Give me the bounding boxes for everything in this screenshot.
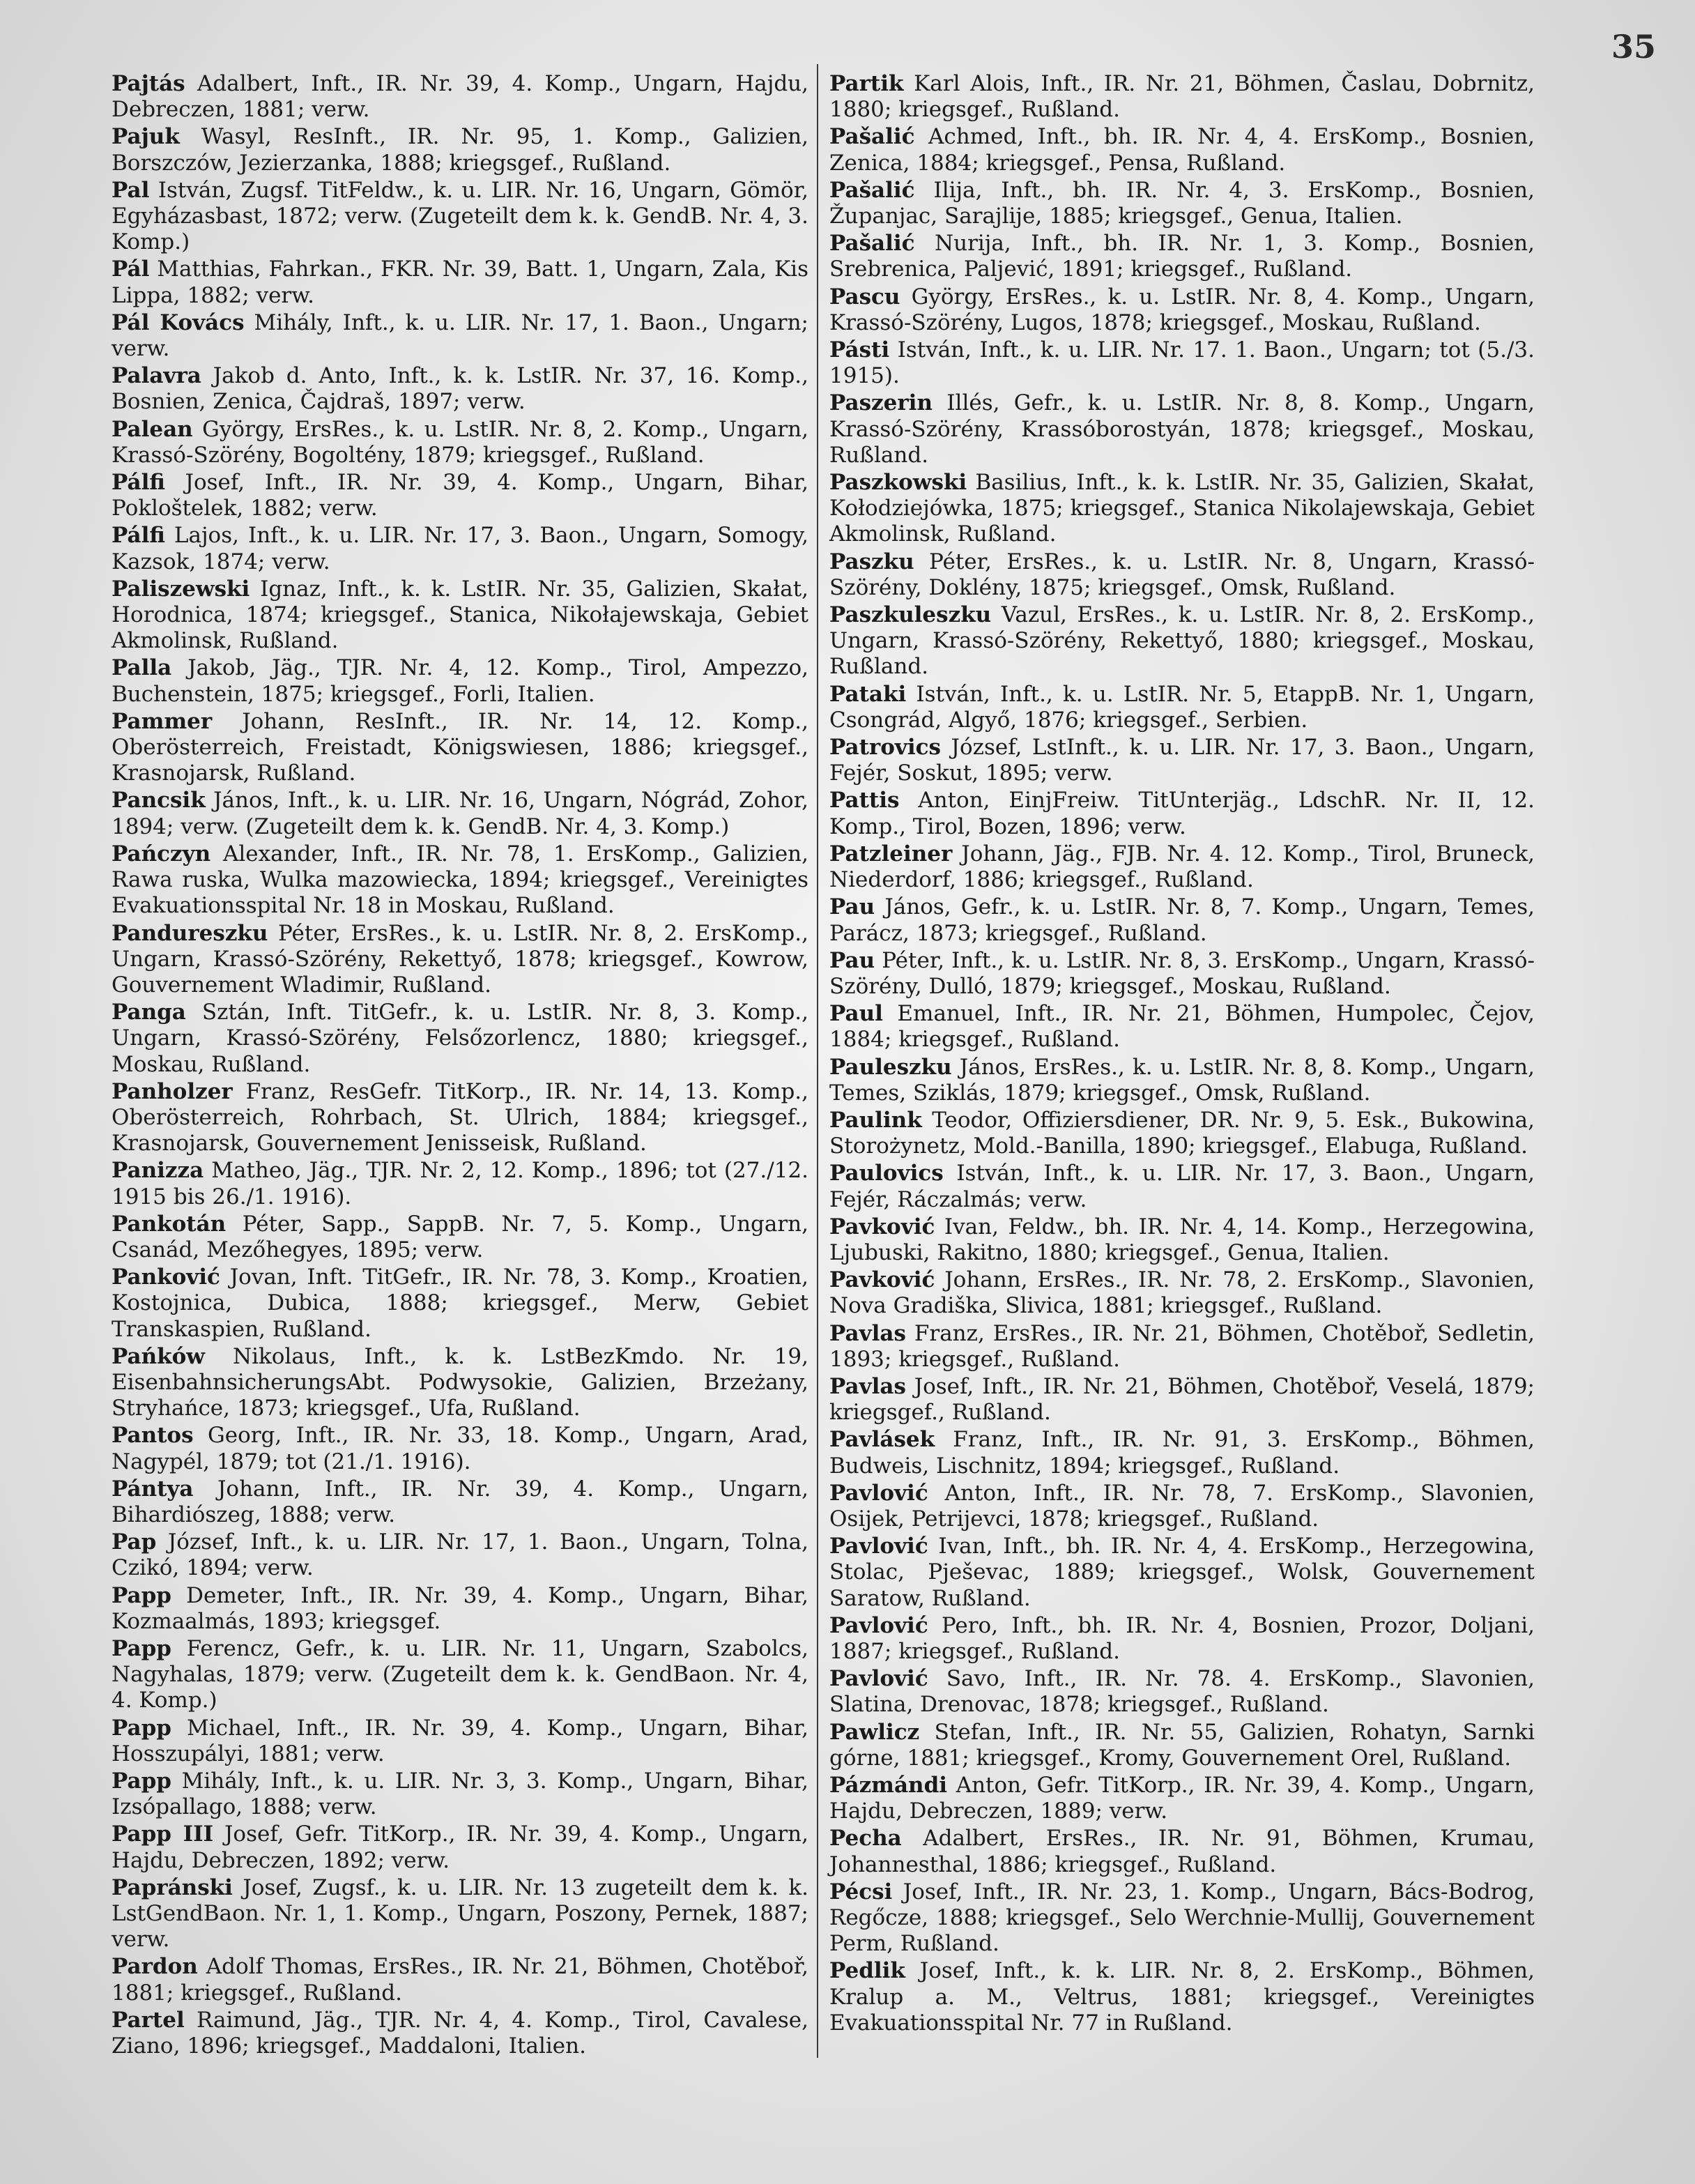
register-entry [112,921,808,999]
register-entry [112,1583,808,1635]
register-entry [829,1773,1535,1824]
register-entry [829,1427,1535,1479]
register-entry [112,71,808,123]
register-entry [829,390,1535,468]
register-entry [829,948,1535,1000]
entry-details: Anton, EinjFreiw. TitUnterjäg., LdschR. Nr. II, 12. Komp., Tirol, Bozen, 1896; verw. [829,788,1535,839]
register-entry [112,363,808,415]
register-entry [829,1161,1535,1212]
entry-surname: Papp III [112,1822,214,1847]
register-entry [112,124,808,176]
entry-details: Jakob d. Anto, Inft., k. k. LstIR. Nr. 37, 16. Komp., Bosnien, Zenica, Čajdraš, 1897; verw. [112,363,809,415]
entry-details: Nikolaus, Inft., k. k. LstBezKmdo. Nr. 19, EisenbahnsicherungsAbt. Podwysokie, Galizien, Brzeżany, Stryhańce, 1873; kriegsgef., Ufa, Rußland. [112,1343,808,1421]
entry-details: Franz, ErsRes., IR. Nr. 21, Böhmen, Chotěboř, Sedletin, 1893; kriegsgef., Rußland. [829,1320,1535,1372]
entry-surname: Pap [112,1529,157,1555]
entry-details: Josef, Inft., IR. Nr. 21, Böhmen, Chotěboř, Veselá, 1879; kriegsgef., Rußland. [829,1373,1535,1426]
entry-surname: Paulovics [829,1161,944,1186]
entry-details: Nurija, Inft., bh. IR. Nr. 1, 3. Komp., Bosnien, Srebrenica, Paljević, 1891; kriegsgef., Rußland. [829,231,1535,282]
register-entry [112,1423,808,1474]
page-number: 35 [1611,28,1656,66]
entry-details: Savo, Inft., IR. Nr. 78. 4. ErsKomp., Slavonien, Slatina, Drenovac, 1878; kriegsgef., Rußland. [829,1666,1535,1718]
entry-details: Raimund, Jäg., TJR. Nr. 4, 4. Komp., Tirol, Cavalese, Ziano, 1896; kriegsgef., Maddaloni, Italien. [112,2007,808,2059]
entry-surname: Pálfi [112,523,165,549]
register-entry [112,1954,808,2006]
entry-details: Ignaz, Inft., k. k. LstIR. Nr. 35, Galizien, Skałat, Horodnica, 1874; kriegsgef., Stanica, Nikołajewskaja, Gebiet Akmolinsk, Rußland. [112,576,809,654]
register-entry [112,1769,808,1820]
register-entry [112,1212,808,1263]
entry-details: Péter, ErsRes., k. u. LstIR. Nr. 8, 2. ErsKomp., Ungarn, Krassó-Szörény, Rekettyő, 1878; kriegsgef., Kowrow, Gouvernement Wladimir, Rußland. [112,920,808,998]
entry-details: Ilija, Inft., bh. IR. Nr. 4, 3. ErsKomp., Bosnien, Županjac, Sarajlije, 1885; kriegsgef., Genua, Italien. [829,177,1535,229]
entry-details: Josef, Zugsf., k. u. LIR. Nr. 13 zugeteilt dem k. k. LstGendBaon. Nr. 1, 1. Komp., Ungarn, Poszony, Pernek, 1887; verw. [112,1874,808,1953]
entry-surname: Pavlásek [829,1427,935,1453]
entry-details: Illés, Gefr., k. u. LstIR. Nr. 8, 8. Komp., Ungarn, Krassó-Szörény, Krassóborostyán, 1878; kriegsgef., Moskau, Rußland. [829,390,1535,468]
entry-details: Péter, Sapp., SappB. Nr. 7, 5. Komp., Ungarn, Csanád, Mezőhegyes, 1895; verw. [112,1211,808,1262]
register-entry [829,1826,1535,1877]
entry-surname: Papp [112,1715,171,1741]
entry-surname: Pammer [112,708,213,734]
register-entry [829,284,1535,336]
register-entry [829,470,1535,548]
entry-details: Ferencz, Gefr., k. u. LIR. Nr. 11, Ungarn, Szabolcs, Nagyhalas, 1879; verw. (Zugeteilt dem k. k. GendBaon. Nr. 4, 4. Komp.) [112,1635,808,1713]
entry-details: Anton, Inft., IR. Nr. 78, 7. ErsKomp., Slavonien, Osijek, Petrijevci, 1878; kriegsgef., Rußland. [829,1480,1535,1532]
entry-surname: Paszkuleszku [829,602,992,628]
register-entry [112,1476,808,1528]
entry-details: Achmed, Inft., bh. IR. Nr. 4, 4. ErsKomp., Bosnien, Zenica, 1884; kriegsgef., Pensa, Rußland. [829,124,1535,176]
entry-details: János, ErsRes., k. u. LstIR. Nr. 8, 8. Komp., Ungarn, Temes, Sziklás, 1879; kriegsgef., Omsk, Rußland. [829,1054,1535,1106]
register-entry [112,1079,808,1157]
entry-details: Georg, Inft., IR. Nr. 33, 18. Komp., Ungarn, Arad, Nagypél, 1879; tot (21./1. 1916). [112,1423,808,1474]
entry-details: Lajos, Inft., k. u. LIR. Nr. 17, 3. Baon., Ungarn, Somogy, Kazsok, 1874; verw. [112,523,808,574]
entry-details: Josef, Inft., k. k. LIR. Nr. 8, 2. ErsKomp., Böhmen, Kralup a. M., Veltrus, 1881; kriegsgef., Vereinigtes Evakuationsspital Nr. 77 in Rußland. [829,1958,1535,2036]
register-entry [829,1481,1535,1532]
entry-surname: Papp [112,1769,171,1794]
entry-surname: Pau [829,947,875,973]
register-entry [112,1344,808,1422]
register-entry [829,1108,1535,1159]
entry-surname: Palla [112,655,172,681]
entry-details: Mihály, Inft., k. u. LIR. Nr. 17, 1. Baon., Ungarn; verw. [112,310,808,362]
register-entry [829,549,1535,601]
entry-surname: Paul [829,1001,883,1027]
entry-surname: Pašalić [829,231,915,257]
entry-details: Basilius, Inft., k. k. LstIR. Nr. 35, Galizien, Skałat, Kołodziejówka, 1875; kriegsgef., Stanica Nikolajewskaja, Gebiet Akmolinsk, Rußland. [829,470,1535,547]
entry-details: Josef, Inft., IR. Nr. 23, 1. Komp., Ungarn, Bács-Bodrog, Regőcze, 1888; kriegsgef., Selo Werchnie-Mullij, Gouvernement Perm, Rußland. [829,1879,1535,1957]
register-entry [112,841,808,919]
entry-surname: Pašalić [829,124,915,150]
entry-surname: Papp [112,1582,171,1608]
entry-surname: Pavlović [829,1666,928,1692]
entry-details: Franz, ResGefr. TitKorp., IR. Nr. 14, 13. Komp., Oberösterreich, Rohrbach, St. Ulrich, 1884; kriegsgef., Krasnojarsk, Gouvernement Jenisseisk, Rußland. [112,1078,809,1156]
entry-details: Jovan, Inft. TitGefr., IR. Nr. 78, 3. Komp., Kroatien, Kostojnica, Dubica, 1888; kriegsgef., Merw, Gebiet Transkaspien, Rußland. [112,1265,809,1342]
entry-surname: Pal [112,177,150,203]
entry-details: Michael, Inft., IR. Nr. 39, 4. Komp., Ungarn, Bihar, Hosszupályi, 1881; verw. [112,1715,808,1766]
register-entry [829,1879,1535,1957]
entry-surname: Pavlović [829,1534,928,1559]
register-entry [112,178,808,256]
entry-details: Johann, Jäg., FJB. Nr. 4. 12. Komp., Tirol, Bruneck, Niederdorf, 1886; kriegsgef., Rußland. [829,841,1535,893]
entry-surname: Pattis [829,788,900,814]
entry-surname: Pecha [829,1826,902,1851]
entry-details: Stefan, Inft., IR. Nr. 55, Galizien, Rohatyn, Sarnki górne, 1881; kriegsgef., Kromy, Gouvernement Orel, Rußland. [829,1719,1535,1771]
register-entry [829,178,1535,229]
register-entry [112,1265,808,1343]
entry-details: Emanuel, Inft., IR. Nr. 21, Böhmen, Humpolec, Čejov, 1884; kriegsgef., Rußland. [829,1001,1535,1053]
register-entry [112,470,808,521]
register-entry [112,576,808,655]
entry-surname: Pańczyn [112,841,211,866]
entry-surname: Pécsi [829,1879,893,1904]
entry-details: Josef, Gefr. TitKorp., IR. Nr. 39, 4. Komp., Ungarn, Hajdu, Debreczen, 1892; verw. [112,1822,808,1873]
entry-details: Matthias, Fahrkan., FKR. Nr. 39, Batt. 1, Ungarn, Zala, Kis Lippa, 1882; verw. [112,257,808,308]
register-entry [112,788,808,839]
entry-details: Franz, Inft., IR. Nr. 91, 3. ErsKomp., Böhmen, Budweis, Lischnitz, 1894; kriegsgef., Rußland. [829,1427,1535,1479]
register-entry [829,1720,1535,1771]
entry-surname: Pancsik [112,788,206,814]
register-entry [112,1529,808,1581]
entry-details: György, ErsRes., k. u. LstIR. Nr. 8, 4. Komp., Ungarn, Krassó-Szörény, Lugos, 1878; kriegsgef., Moskau, Rußland. [829,284,1535,335]
register-entry [829,735,1535,786]
entry-surname: Paszku [829,549,914,574]
entry-surname: Pankotán [112,1211,227,1237]
register-entry [112,1822,808,1873]
entry-surname: Pataki [829,681,907,707]
register-entry [112,257,808,308]
entry-surname: Pauleszku [829,1054,952,1080]
register-entry [112,417,808,468]
entry-surname: Pajtás [112,71,185,96]
entry-details: Ivan, Inft., bh. IR. Nr. 4, 4. ErsKomp., Herzegowina, Stolac, Pješevac, 1889; kriegsgef., Wolsk, Gouvernement Saratow, Rußland. [829,1534,1535,1611]
entry-surname: Patrovics [829,735,942,761]
entry-surname: Patzleiner [829,841,953,866]
entry-surname: Papp [112,1635,171,1661]
entry-surname: Pázmándi [829,1773,948,1798]
entry-surname: Pál [112,257,150,282]
entry-surname: Panković [112,1265,220,1290]
entry-details: István, Inft., k. u. LIR. Nr. 17, 3. Baon., Ungarn, Fejér, Ráczalmás; verw. [829,1161,1535,1212]
register-entry [112,523,808,574]
entry-details: Pero, Inft., bh. IR. Nr. 4, Bosnien, Prozor, Doljani, 1887; kriegsgef., Rußland. [829,1612,1535,1664]
register-entry [829,682,1535,733]
entry-details: Ivan, Feldw., bh. IR. Nr. 4, 14. Komp., Herzegowina, Ljubuski, Rakitno, 1880; kriegsgef., Genua, Italien. [829,1214,1535,1265]
entry-surname: Partel [112,2007,185,2033]
entry-details: Karl Alois, Inft., IR. Nr. 21, Böhmen, Časlau, Dobrnitz, 1880; kriegsgef., Rußland. [829,71,1535,123]
register-entry [829,1534,1535,1612]
entry-details: Demeter, Inft., IR. Nr. 39, 4. Komp., Ungarn, Bihar, Kozmaalmás, 1893; kriegsgef. [112,1582,808,1634]
entry-surname: Pantos [112,1423,194,1449]
entry-surname: Pašalić [829,177,915,203]
entry-surname: Pavlas [829,1373,906,1399]
register-entry [829,71,1535,123]
entry-details: Vazul, ErsRes., k. u. LstIR. Nr. 8, 2. ErsKomp., Ungarn, Krassó-Szörény, Rekettyő, 1880; kriegsgef., Moskau, Rußland. [829,602,1535,680]
entry-surname: Pántya [112,1476,194,1502]
entry-surname: Partik [829,71,904,96]
entry-details: Péter, ErsRes., k. u. LstIR. Nr. 8, Ungarn, Krassó-Szörény, Doklény, 1875; kriegsgef., Omsk, Rußland. [829,549,1535,600]
entry-details: István, Zugsf. TitFeldw., k. u. LIR. Nr. 16, Ungarn, Gömör, Egyházasbast, 1872; verw. (Zugeteilt dem k. k. GendB. Nr. 4, 3. Komp.) [112,177,808,255]
register-entry [829,337,1535,389]
register-entry [829,1374,1535,1426]
entry-details: Matheo, Jäg., TJR. Nr. 2, 12. Komp., 1896; tot (27./12. 1915 bis 26./1. 1916). [112,1158,808,1209]
entry-surname: Pásti [829,337,890,363]
entry-details: Johann, ResInft., IR. Nr. 14, 12. Komp., Oberösterreich, Freistadt, Königswiesen, 1886; kriegsgef., Krasnojarsk, Rußland. [112,708,808,786]
entry-details: János, Gefr., k. u. LstIR. Nr. 8, 7. Komp., Ungarn, Temes, Parácz, 1873; kriegsgef., Rußland. [829,894,1535,946]
register-entry [112,1875,808,1953]
entry-surname: Papránski [112,1874,233,1900]
register-entry [829,841,1535,893]
entry-surname: Pál Kovács [112,310,245,335]
register-entry [112,1158,808,1209]
register-entry [829,1958,1535,2036]
entry-details: István, Inft., k. u. LIR. Nr. 17. 1. Baon., Ungarn; tot (5./3. 1915). [829,337,1535,389]
entry-surname: Pandureszku [112,920,268,946]
entry-details: Péter, Inft., k. u. LstIR. Nr. 8, 3. ErsKomp., Ungarn, Krassó-Szörény, Dulló, 1879; kriegsgef., Moskau, Rußland. [829,947,1535,999]
entry-surname: Pavlović [829,1612,928,1638]
register-entry [829,1055,1535,1106]
entry-surname: Pálfi [112,470,165,496]
entry-surname: Pavković [829,1267,935,1293]
entry-details: Johann, ErsRes., IR. Nr. 78, 2. ErsKomp., Slavonien, Nova Gradiška, Slivica, 1881; kriegsgef., Rußland. [829,1267,1535,1319]
register-entry [829,894,1535,946]
entry-details: Wasyl, ResInft., IR. Nr. 95, 1. Komp., Galizien, Borszczów, Jezierzanka, 1888; kriegsgef., Rußland. [112,124,809,176]
entry-details: Josef, Inft., IR. Nr. 39, 4. Komp., Ungarn, Bihar, Pokloštelek, 1882; verw. [112,470,808,521]
register-entry [829,124,1535,176]
register-entry [829,1321,1535,1373]
entry-details: Mihály, Inft., k. u. LIR. Nr. 3, 3. Komp., Ungarn, Bihar, Izsópallago, 1888; verw. [112,1769,808,1820]
left-column [112,71,808,2061]
entry-details: István, Inft., k. u. LstIR. Nr. 5, EtappB. Nr. 1, Ungarn, Csongrád, Algyő, 1876; kriegsgef., Serbien. [829,681,1535,733]
register-entry [112,1000,808,1078]
register-entry [829,1666,1535,1718]
register-entry [829,788,1535,839]
entry-surname: Pardon [112,1954,198,1980]
entry-surname: Paulink [829,1107,922,1133]
register-entry [112,2008,808,2059]
entry-surname: Pavlović [829,1480,928,1506]
entry-surname: Paszerin [829,390,933,416]
entry-details: Anton, Gefr. TitKorp., IR. Nr. 39, 4. Komp., Ungarn, Hajdu, Debreczen, 1889; verw. [829,1773,1535,1824]
entry-surname: Panizza [112,1158,204,1184]
entry-surname: Pavlas [829,1320,906,1346]
register-entry [829,231,1535,282]
register-entry [112,310,808,362]
entry-details: György, ErsRes., k. u. LstIR. Nr. 8, 2. Komp., Ungarn, Krassó-Szörény, Bogoltény, 1879; kriegsgef., Rußland. [112,416,809,468]
entry-details: József, Inft., k. u. LIR. Nr. 17, 1. Baon., Ungarn, Tolna, Czikó, 1894; verw. [112,1529,808,1581]
entry-details: Adolf Thomas, ErsRes., IR. Nr. 21, Böhmen, Chotěboř, 1881; kriegsgef., Rußland. [112,1954,808,2006]
register-entry [829,1267,1535,1319]
entry-surname: Paszkowski [829,470,967,496]
entry-surname: Palean [112,416,193,442]
entry-details: Sztán, Inft. TitGefr., k. u. LstIR. Nr. 8, 3. Komp., Ungarn, Krassó-Szörény, Felsőzorlencz, 1880; kriegsgef., Moskau, Rußland. [112,1000,808,1077]
column-divider [817,64,818,2058]
entry-surname: Pedlik [829,1958,905,1984]
entry-surname: Pau [829,894,875,920]
right-column [829,71,1535,2038]
entry-details: Jakob, Jäg., TJR. Nr. 4, 12. Komp., Tirol, Ampezzo, Buchenstein, 1875; kriegsgef., Forli, Italien. [112,655,809,707]
entry-details: Alexander, Inft., IR. Nr. 78, 1. ErsKomp., Galizien, Rawa ruska, Wulka mazowiecka, 1894; kriegsgef., Vereinigtes Evakuationsspital Nr. 18 in Moskau, Rußland. [112,841,808,919]
entry-surname: Pajuk [112,124,180,150]
register-entry [829,602,1535,680]
register-entry [829,1613,1535,1665]
entry-details: József, LstInft., k. u. LIR. Nr. 17, 3. Baon., Ungarn, Fejér, Soskut, 1895; verw. [829,735,1535,786]
entry-surname: Panholzer [112,1078,233,1104]
register-entry [829,1214,1535,1266]
entry-surname: Pavković [829,1214,935,1239]
entry-details: Teodor, Offiziersdiener, DR. Nr. 9, 5. Esk., Bukowina, Storożynetz, Mold.-Banilla, 1890; kriegsgef., Elabuga, Rußland. [829,1107,1535,1159]
entry-surname: Panga [112,1000,186,1025]
entry-surname: Pawlicz [829,1719,920,1745]
register-entry [112,1716,808,1767]
entry-details: Adalbert, Inft., IR. Nr. 39, 4. Komp., Ungarn, Hajdu, Debreczen, 1881; verw. [112,71,808,123]
register-entry [112,1636,808,1714]
register-entry [829,1001,1535,1053]
register-entry [112,709,808,787]
entry-details: János, Inft., k. u. LIR. Nr. 16, Ungarn, Nógrád, Zohor, 1894; verw. (Zugeteilt dem k. k. GendB. Nr. 4, 3. Komp.) [112,788,808,839]
register-entry [112,655,808,707]
entry-surname: Paliszewski [112,576,250,602]
entry-surname: Pańków [112,1343,205,1369]
entry-surname: Palavra [112,363,201,389]
entry-details: Adalbert, ErsRes., IR. Nr. 91, Böhmen, Krumau, Johannesthal, 1886; kriegsgef., Rußland. [829,1826,1535,1877]
entry-details: Johann, Inft., IR. Nr. 39, 4. Komp., Ungarn, Bihardiószeg, 1888; verw. [112,1476,808,1527]
entry-surname: Pascu [829,284,900,310]
